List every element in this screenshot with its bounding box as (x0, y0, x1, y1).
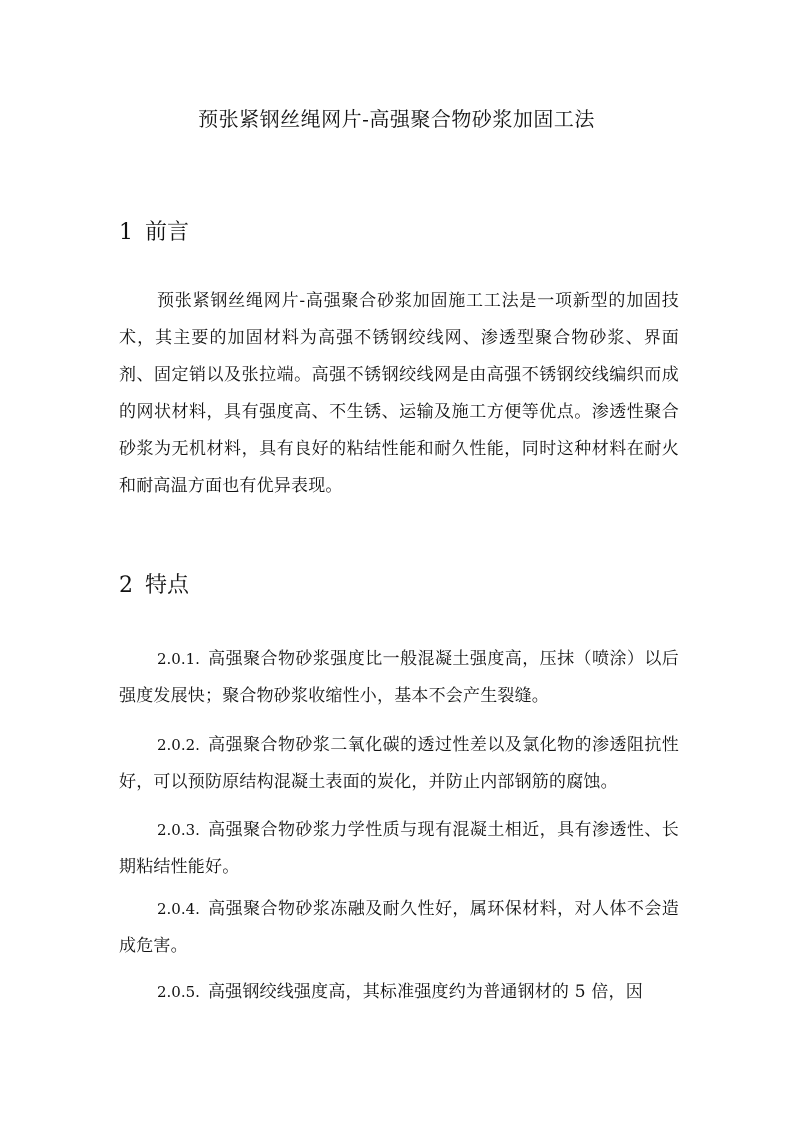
document-title: 预张紧钢丝绳网片-高强聚合物砂浆加固工法 (198, 107, 595, 131)
feature-item (119, 812, 679, 886)
section-heading-text: 特点 (145, 573, 190, 598)
feature-item-number: 2.0.4. (157, 900, 200, 918)
feature-item (119, 641, 679, 715)
feature-item-text: 高强钢绞线强度高，其标准强度约为普通钢材的 5 倍，因 (207, 982, 643, 1002)
feature-item (119, 727, 679, 801)
feature-item-text: 高强聚合物砂浆冻融及耐久性好，属环保材料，对人体不会造成危害。 (119, 899, 679, 956)
feature-item (119, 891, 679, 965)
section-heading-preface (119, 217, 189, 249)
feature-item-text: 高强聚合物砂浆力学性质与现有混凝土相近，具有渗透性、长期粘结性能好。 (119, 820, 679, 877)
feature-item-text: 高强聚合物砂浆强度比一般混凝土强度高，压抹（喷涂）以后强度发展快；聚合物砂浆收缩性小，基本不会产生裂缝。 (119, 649, 679, 706)
section-number: 2 (119, 573, 133, 598)
feature-item (119, 974, 679, 1011)
feature-item-number: 2.0.1. (157, 650, 200, 668)
feature-item-text: 高强聚合物砂浆二氧化碳的透过性差以及氯化物的渗透阻抗性好，可以预防原结构混凝土表面的炭化，并防止内部钢筋的腐蚀。 (119, 735, 679, 792)
feature-item-number: 2.0.5. (157, 983, 200, 1001)
feature-item-number: 2.0.2. (157, 736, 200, 754)
section-heading-features (119, 570, 189, 602)
feature-item-number: 2.0.3. (157, 821, 200, 839)
section-heading-text: 前言 (145, 220, 190, 245)
preface-paragraph: 预张紧钢丝绳网片-高强聚合砂浆加固施工工法是一项新型的加固技术，其主要的加固材料为高强不锈钢绞线网、渗透型聚合物砂浆、界面剂、固定销以及张拉端。高强不锈钢绞线网是由高强不锈钢绞线编织而成的网状材料，具有强度高、不生锈、运输及施工方便等优点。渗透性聚合砂浆为无机材料，具有良好的粘结性能和耐久性能，同时这种材料在耐火和耐高温方面也有优异表现。 (119, 291, 679, 496)
section-number: 1 (119, 220, 133, 245)
